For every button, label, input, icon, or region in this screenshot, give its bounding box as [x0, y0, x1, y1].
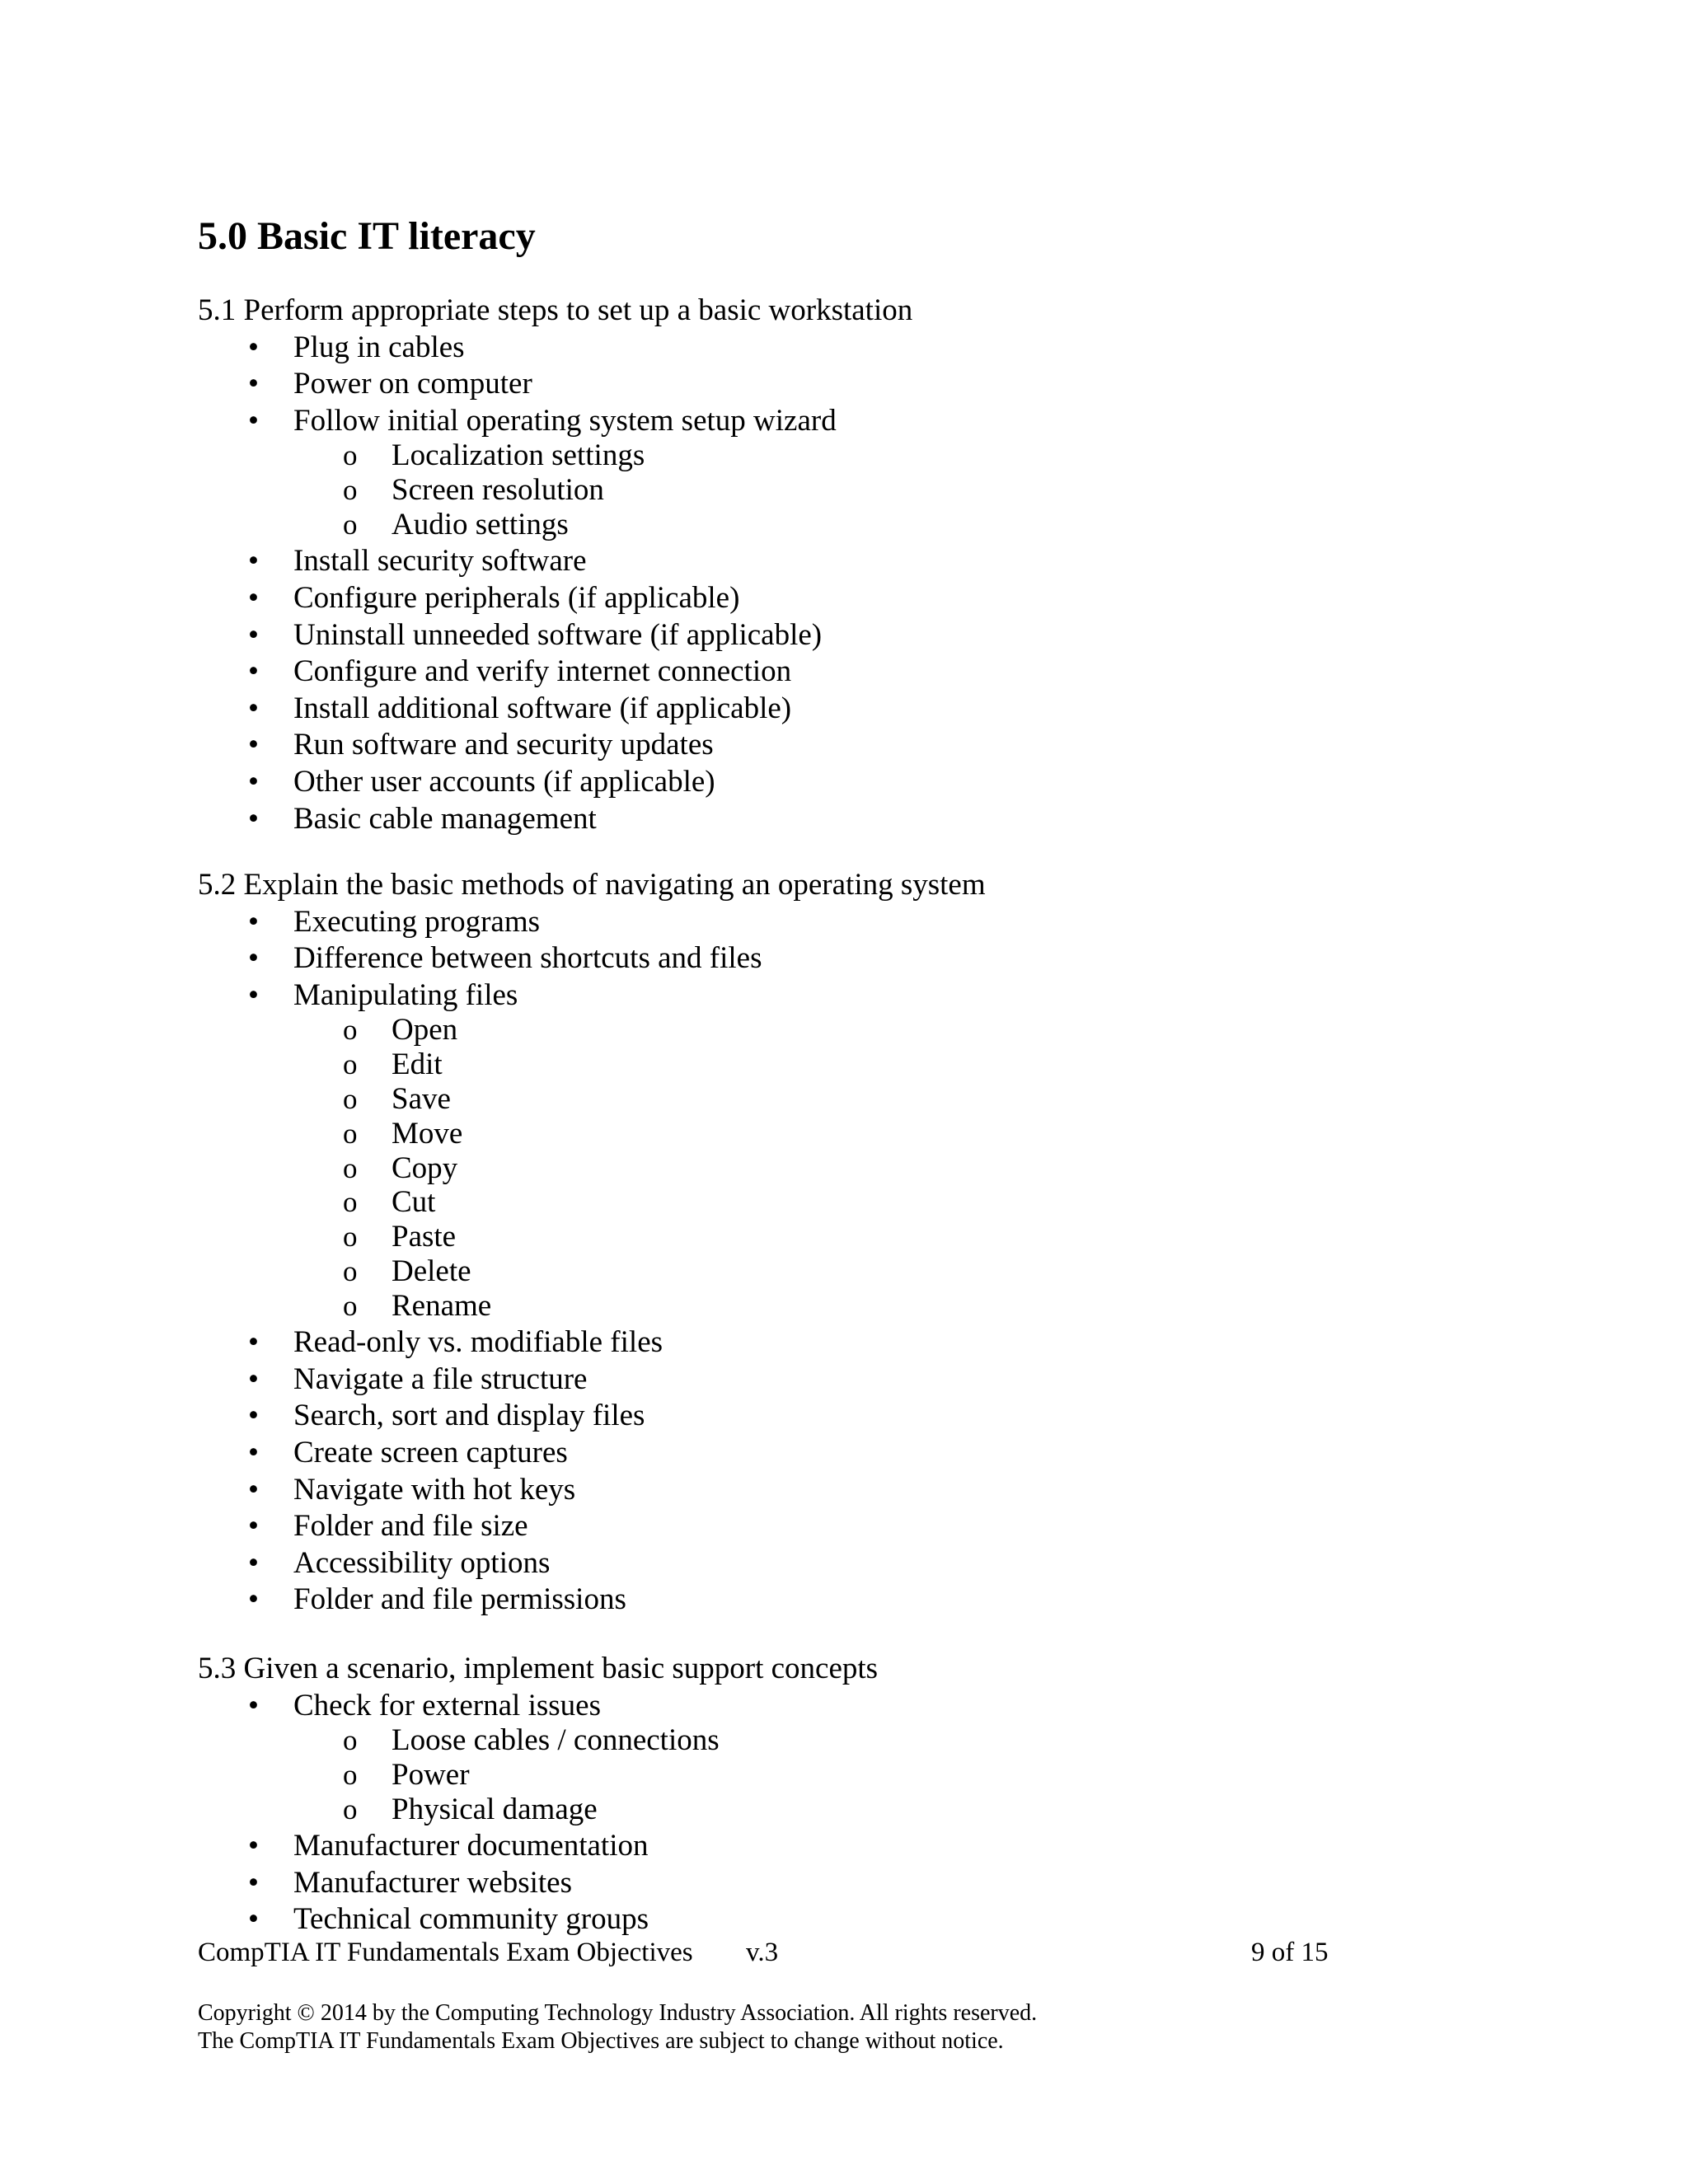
- circle-bullet-icon: [343, 1185, 358, 1220]
- bullet-icon: [248, 1865, 259, 1901]
- list-item: [293, 403, 837, 439]
- list-item-text: Read-only vs. modifiable files: [293, 1325, 663, 1360]
- sub-list-item: [392, 507, 569, 543]
- circle-bullet-icon: [343, 1254, 358, 1289]
- list-item: [293, 1865, 572, 1901]
- sub-list-item: [392, 1116, 462, 1152]
- page-title: 5.0 Basic IT literacy: [198, 214, 536, 258]
- sub-list-item: [392, 472, 604, 509]
- list-item-text: Folder and file size: [293, 1509, 528, 1544]
- list-item: [293, 580, 739, 616]
- circle-bullet-icon: [343, 1151, 358, 1186]
- list-item-text: Install additional software (if applicable): [293, 691, 792, 725]
- circle-bullet-icon: [343, 473, 358, 508]
- list-item-text: Manufacturer documentation: [293, 1829, 649, 1863]
- sub-list-item-text: Save: [392, 1081, 451, 1116]
- list-item: [293, 654, 791, 690]
- sub-list-item: [392, 1219, 456, 1255]
- circle-bullet-icon: [343, 1117, 358, 1151]
- list-item-text: Manipulating files: [293, 977, 518, 1012]
- list-item-text: Basic cable management: [293, 801, 597, 836]
- sub-list-item-text: Move: [392, 1116, 463, 1151]
- bullet-icon: [248, 1828, 259, 1864]
- sub-list-item: [392, 1012, 457, 1048]
- bullet-icon: [248, 904, 259, 940]
- sub-list-item-text: Screen resolution: [392, 473, 604, 508]
- bullet-icon: [248, 617, 259, 654]
- bullet-icon: [248, 1688, 259, 1724]
- footer-version: v.3: [746, 1938, 779, 1967]
- list-item: [293, 691, 791, 727]
- bullet-icon: [248, 654, 259, 690]
- list-item: [293, 617, 822, 654]
- circle-bullet-icon: [343, 1047, 358, 1082]
- bullet-icon: [248, 727, 259, 763]
- list-item-text: Other user accounts (if applicable): [293, 764, 715, 799]
- sub-list-item: [392, 1047, 443, 1083]
- bullet-icon: [248, 1398, 259, 1434]
- list-item-text: Plug in cables: [293, 330, 465, 364]
- sub-list-item-text: Physical damage: [392, 1792, 598, 1826]
- list-item: [293, 904, 540, 940]
- list-item: [293, 1688, 601, 1724]
- sub-list-item: [392, 1151, 457, 1187]
- bullet-icon: [248, 330, 259, 366]
- list-item-text: Power on computer: [293, 367, 532, 401]
- circle-bullet-icon: [343, 508, 358, 542]
- footer-page-number: 9 of 15: [1251, 1938, 1329, 1967]
- list-item: [293, 1472, 575, 1508]
- list-item: [293, 1901, 649, 1938]
- list-item-text: Configure and verify internet connection: [293, 654, 792, 689]
- list-item: [293, 330, 465, 366]
- sub-list-item: [392, 1081, 451, 1118]
- footer-doc-title: CompTIA IT Fundamentals Exam Objectives: [198, 1938, 693, 1967]
- list-item: [293, 1508, 528, 1544]
- bullet-icon: [248, 1582, 259, 1618]
- section-heading: 5.3 Given a scenario, implement basic support concepts: [198, 1652, 879, 1685]
- list-item: [293, 940, 762, 977]
- bullet-icon: [248, 691, 259, 727]
- sub-list-item-text: Localization settings: [392, 438, 645, 473]
- circle-bullet-icon: [343, 1220, 358, 1254]
- copyright-notice: Copyright © 2014 by the Computing Technology Industry Association. All rights reserved.: [198, 2000, 1038, 2026]
- sub-list-item-text: Cut: [392, 1185, 436, 1220]
- list-item: [293, 977, 518, 1014]
- list-item: [293, 1582, 626, 1618]
- sub-list-item: [392, 1722, 720, 1759]
- sub-list-item: [392, 438, 645, 474]
- list-item: [293, 366, 532, 402]
- bullet-icon: [248, 580, 259, 616]
- circle-bullet-icon: [343, 1082, 358, 1117]
- sub-list-item-text: Audio settings: [392, 507, 569, 541]
- sub-list-item-text: Power: [392, 1757, 470, 1792]
- sub-list-item-text: Open: [392, 1013, 458, 1047]
- bullet-icon: [248, 1361, 259, 1398]
- list-item: [293, 1324, 663, 1361]
- list-item-text: Executing programs: [293, 904, 540, 939]
- sub-list-item: [392, 1254, 471, 1290]
- circle-bullet-icon: [343, 1289, 358, 1324]
- list-item: [293, 764, 715, 800]
- sub-list-item: [392, 1792, 598, 1828]
- bullet-icon: [248, 1435, 259, 1471]
- list-item: [293, 1361, 587, 1398]
- list-item-text: Follow initial operating system setup wizard: [293, 403, 837, 438]
- circle-bullet-icon: [343, 1793, 358, 1827]
- list-item-text: Navigate with hot keys: [293, 1472, 576, 1507]
- bullet-icon: [248, 801, 259, 837]
- sub-list-item-text: Delete: [392, 1254, 471, 1288]
- list-item-text: Configure peripherals (if applicable): [293, 580, 740, 615]
- list-item-text: Technical community groups: [293, 1902, 649, 1937]
- bullet-icon: [248, 1472, 259, 1508]
- circle-bullet-icon: [343, 1723, 358, 1758]
- list-item-text: Uninstall unneeded software (if applicable): [293, 617, 823, 652]
- sub-list-item: [392, 1288, 491, 1324]
- change-notice: The CompTIA IT Fundamentals Exam Objectives are subject to change without notice.: [198, 2028, 1004, 2054]
- sub-list-item: [392, 1184, 435, 1221]
- sub-list-item-text: Copy: [392, 1151, 458, 1185]
- list-item-text: Folder and file permissions: [293, 1582, 626, 1617]
- circle-bullet-icon: [343, 1758, 358, 1793]
- sub-list-item-text: Edit: [392, 1047, 443, 1082]
- section-heading: 5.2 Explain the basic methods of navigating an operating system: [198, 868, 986, 902]
- list-item-text: Install security software: [293, 544, 587, 579]
- sub-list-item-text: Rename: [392, 1288, 492, 1323]
- list-item-text: Manufacturer websites: [293, 1865, 573, 1900]
- circle-bullet-icon: [343, 438, 358, 473]
- list-item-text: Run software and security updates: [293, 728, 714, 762]
- bullet-icon: [248, 1508, 259, 1544]
- circle-bullet-icon: [343, 1013, 358, 1047]
- list-item: [293, 1828, 648, 1864]
- sub-list-item: [392, 1757, 470, 1793]
- list-item-text: Search, sort and display files: [293, 1399, 645, 1433]
- bullet-icon: [248, 1901, 259, 1938]
- list-item: [293, 543, 587, 579]
- list-item-text: Difference between shortcuts and files: [293, 941, 762, 976]
- list-item-text: Navigate a file structure: [293, 1361, 588, 1396]
- bullet-icon: [248, 403, 259, 439]
- bullet-icon: [248, 977, 259, 1014]
- bullet-icon: [248, 543, 259, 579]
- section-heading: 5.1 Perform appropriate steps to set up a basic workstation: [198, 293, 913, 327]
- list-item: [293, 1435, 568, 1471]
- sub-list-item-text: Loose cables / connections: [392, 1723, 720, 1758]
- list-item-text: Check for external issues: [293, 1688, 601, 1722]
- list-item-text: Accessibility options: [293, 1545, 551, 1580]
- list-item: [293, 1545, 550, 1582]
- list-item: [293, 727, 714, 763]
- list-item-text: Create screen captures: [293, 1435, 568, 1469]
- bullet-icon: [248, 1324, 259, 1361]
- list-item: [293, 1398, 645, 1434]
- bullet-icon: [248, 366, 259, 402]
- bullet-icon: [248, 764, 259, 800]
- sub-list-item-text: Paste: [392, 1220, 457, 1254]
- bullet-icon: [248, 1545, 259, 1582]
- list-item: [293, 801, 597, 837]
- bullet-icon: [248, 940, 259, 977]
